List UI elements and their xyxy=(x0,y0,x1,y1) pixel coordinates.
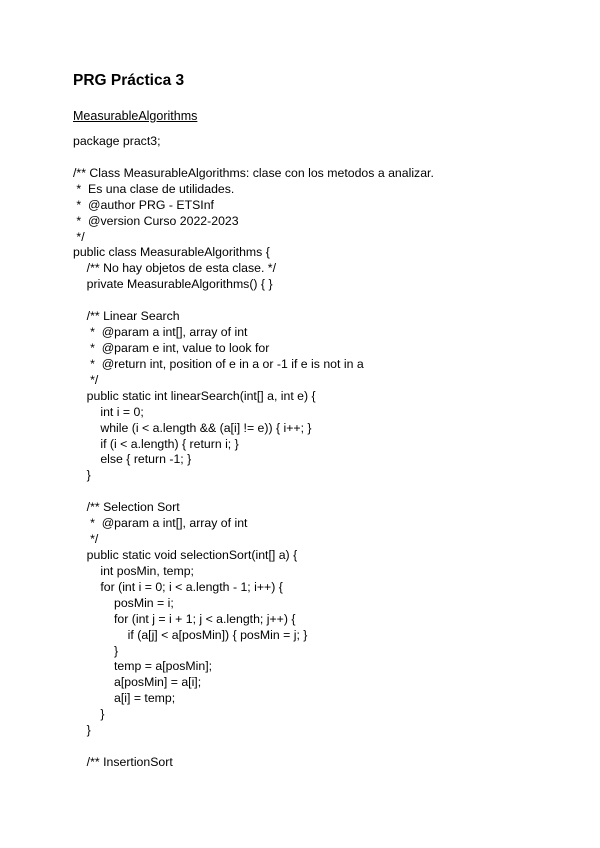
code-line: /** InsertionSort xyxy=(73,754,173,769)
code-line: if (i < a.length) { return i; } xyxy=(73,436,239,451)
code-line: * @param a int[], array of int xyxy=(73,325,248,340)
code-line: } xyxy=(73,707,105,722)
code-line xyxy=(73,484,434,500)
code-line: * @param e int, value to look for xyxy=(73,340,270,355)
code-line: /** Selection Sort xyxy=(73,500,180,515)
code-line: * @return int, position of e in a or -1 if e is not in a xyxy=(73,356,364,371)
code-line: public static int linearSearch(int[] a, int e) { xyxy=(73,388,316,403)
code-line: else { return -1; } xyxy=(73,452,192,467)
code-line: private MeasurableAlgorithms() { } xyxy=(73,277,273,292)
code-line: */ xyxy=(73,372,99,387)
code-line: */ xyxy=(73,229,85,244)
code-line: for (int j = i + 1; j < a.length; j++) { xyxy=(73,611,296,626)
code-line: * @param a int[], array of int xyxy=(73,516,248,531)
code-line: * Es una clase de utilidades. xyxy=(73,181,235,196)
document-title: PRG Práctica 3 xyxy=(73,72,185,89)
code-line: } xyxy=(73,723,91,738)
code-line: a[posMin] = a[i]; xyxy=(73,675,202,690)
code-line: for (int i = 0; i < a.length - 1; i++) { xyxy=(73,579,283,594)
code-line: /** Class MeasurableAlgorithms: clase con los metodos a analizar. xyxy=(73,165,434,180)
code-line: int posMin, temp; xyxy=(73,563,194,578)
code-line: /** Linear Search xyxy=(73,309,180,324)
code-line xyxy=(73,293,434,309)
code-line: temp = a[posMin]; xyxy=(73,659,213,674)
code-block xyxy=(73,134,434,771)
code-line: */ xyxy=(73,532,99,547)
code-line xyxy=(73,150,434,166)
class-heading: MeasurableAlgorithms xyxy=(73,109,198,123)
code-line: while (i < a.length && (a[i] != e)) { i++; } xyxy=(73,420,312,435)
code-line: * @author PRG - ETSInf xyxy=(73,197,214,212)
code-line: package pract3; xyxy=(73,134,161,148)
code-line: } xyxy=(73,468,91,483)
code-line: } xyxy=(73,643,119,658)
code-line: a[i] = temp; xyxy=(73,691,176,706)
code-line: /** No hay objetos de esta clase. */ xyxy=(73,261,277,276)
code-line: if (a[j] < a[posMin]) { posMin = j; } xyxy=(73,627,308,642)
code-line: public class MeasurableAlgorithms { xyxy=(73,245,270,260)
code-line: posMin = i; xyxy=(73,595,174,610)
code-line: * @version Curso 2022-2023 xyxy=(73,213,239,228)
code-line: int i = 0; xyxy=(73,404,144,419)
code-line: public static void selectionSort(int[] a) { xyxy=(73,547,298,562)
code-line xyxy=(73,739,434,755)
